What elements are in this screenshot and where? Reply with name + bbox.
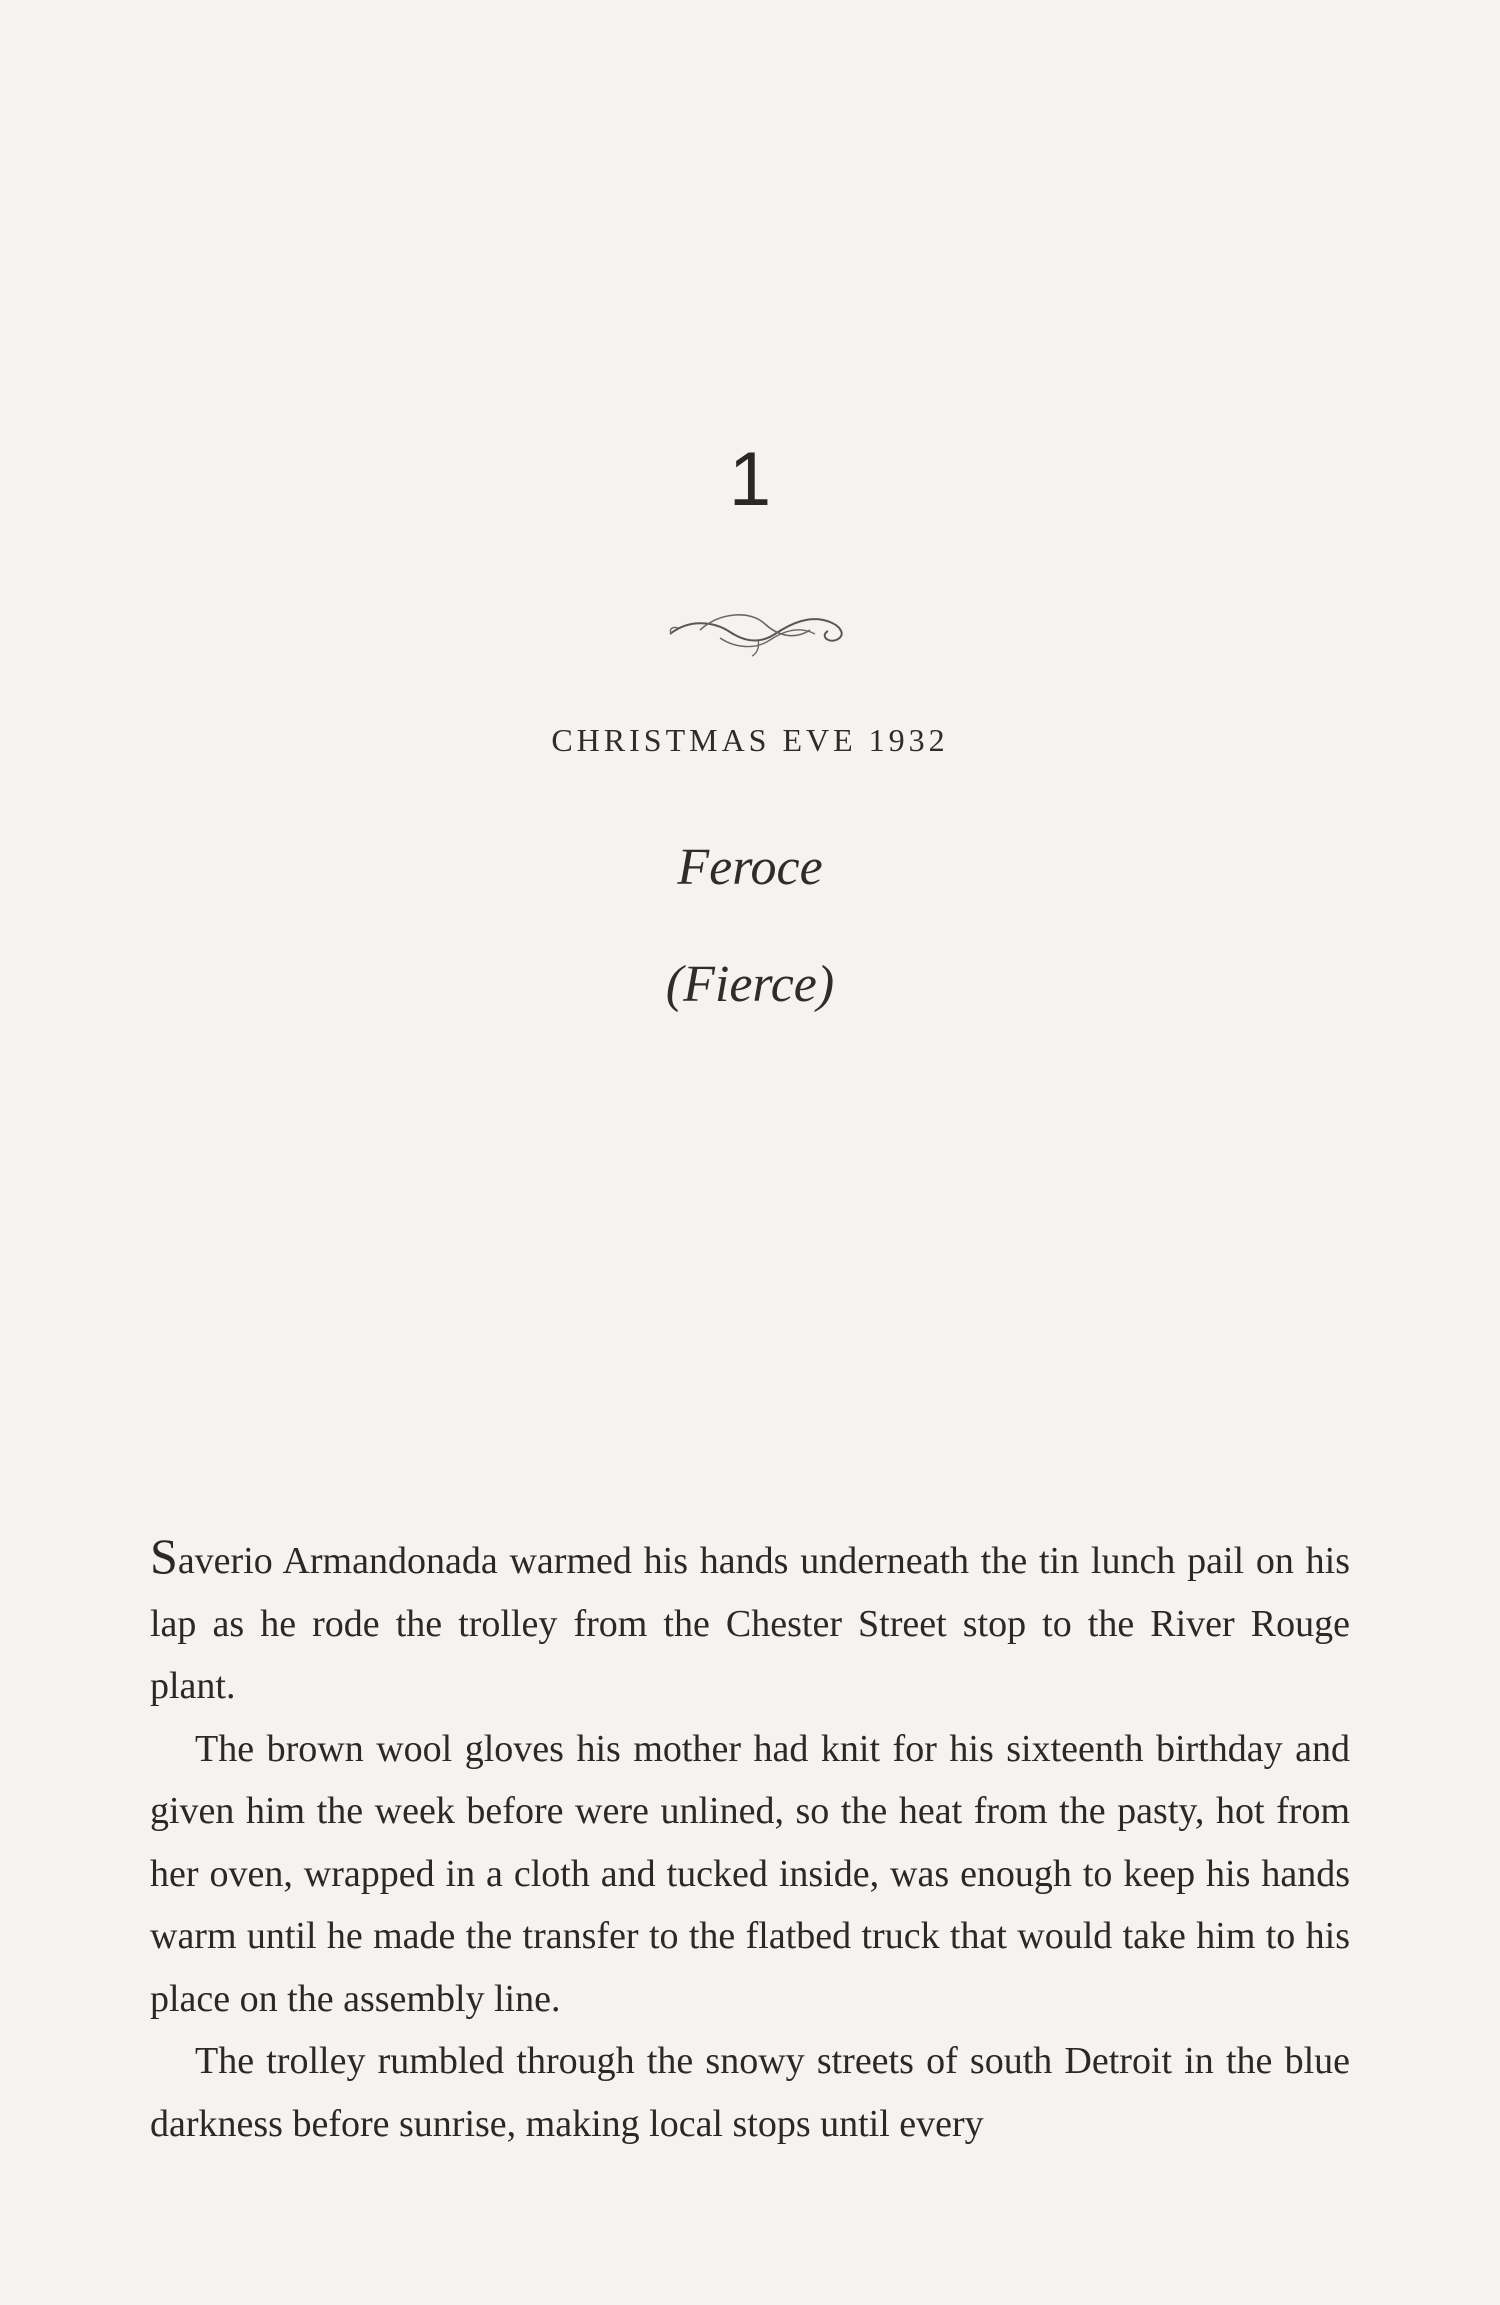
flourish-ornament-icon — [660, 600, 860, 660]
paragraph-text: averio Armandonada warmed his hands underneath the tin lunch pail on his lap as he rode the trolley from the Chester Street stop to the River Rouge plant. — [150, 1540, 1350, 1707]
paragraph: The trolley rumbled through the snowy streets of south Detroit in the blue darkness before sunrise, making local stops until every — [150, 2040, 1350, 2145]
initial-letter: S — [150, 1528, 178, 1584]
paragraph — [150, 1530, 1350, 1718]
chapter-number: 1 — [728, 437, 772, 522]
chapter-subtitle: (Fierce) — [665, 956, 835, 1013]
paragraph: The brown wool gloves his mother had knit for his sixteenth birthday and given him the week before were unlined, so the heat from the pasty, hot from her oven, wrapped in a cloth and tucked inside, was enough to keep his hands warm until he made the transfer to the flatbed truck that would take him to his place on the assembly line. — [150, 1727, 1350, 2020]
chapter-date: CHRISTMAS EVE 1932 — [551, 722, 949, 758]
chapter-title: Feroce — [677, 839, 823, 896]
body-text — [150, 1530, 1350, 2155]
